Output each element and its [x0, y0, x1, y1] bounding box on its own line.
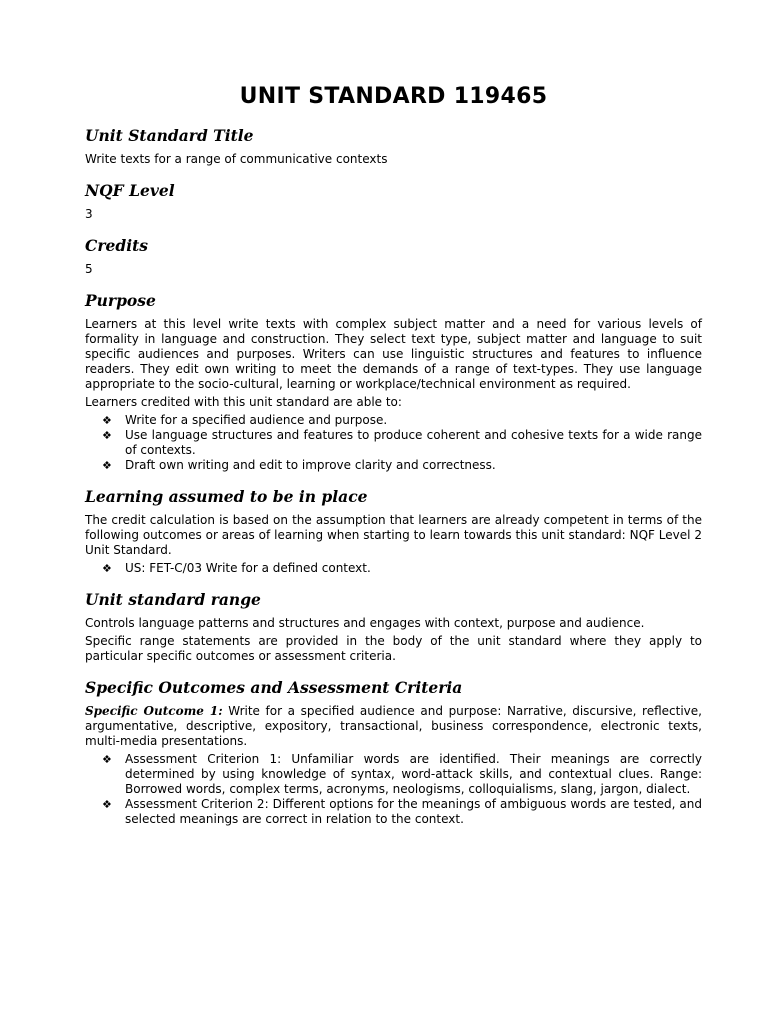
learning-bullet-list [85, 561, 702, 576]
section-heading: Unit Standard Title [85, 126, 254, 145]
range-paragraph: Controls language patterns and structures and engages with context, purpose and audience. [85, 616, 645, 630]
purpose-intro: Learners credited with this unit standard are able to: [85, 395, 402, 409]
section-purpose [85, 291, 702, 473]
section-unit-standard-range [85, 590, 702, 664]
list-item [85, 797, 702, 827]
diamond-bullet-icon: ❖ [102, 562, 112, 575]
section-nqf-level [85, 181, 702, 222]
list-item-text: US: FET-C/03 Write for a defined context. [125, 561, 371, 575]
assessment-criteria-list [85, 752, 702, 827]
list-item-text: Assessment Criterion 1: Unfamiliar words are identified. Their meanings are correctly determined by using knowledge of syntax, word-attack skills, and contextual clues. Range: Borrowed words, complex terms, acronyms, neologisms, colloquialisms, slang, jargon, dialect. [125, 752, 702, 796]
list-item-text: Write for a specified audience and purpose. [125, 413, 388, 427]
specific-outcome-text: Write for a specified audience and purpose: Narrative, discursive, reflective, argumentative, descriptive, expository, transactional, business correspondence, electronic texts, multi-media presentations. [85, 704, 702, 748]
unit-standard-title-text: Write texts for a range of communicative contexts [85, 152, 388, 166]
list-item-text: Use language structures and features to produce coherent and cohesive texts for a wide range of contexts. [125, 428, 702, 457]
diamond-bullet-icon: ❖ [102, 753, 112, 766]
section-credits [85, 236, 702, 277]
diamond-bullet-icon: ❖ [102, 414, 112, 427]
section-heading: Learning assumed to be in place [85, 487, 368, 506]
list-item [85, 458, 702, 473]
section-heading: Credits [85, 236, 148, 255]
learning-paragraph: The credit calculation is based on the assumption that learners are already competent in terms of the following outcomes or areas of learning when starting to learn towards this unit standard: NQF Level 2 Unit Standard. [85, 513, 702, 557]
list-item-text: Assessment Criterion 2: Different options for the meanings of ambiguous words are tested, and selected meanings are correct in relation to the context. [125, 797, 702, 826]
list-item [85, 413, 702, 428]
diamond-bullet-icon: ❖ [102, 798, 112, 811]
section-specific-outcomes [85, 678, 702, 827]
list-item [85, 428, 702, 458]
section-heading: Purpose [85, 291, 156, 310]
purpose-bullet-list [85, 413, 702, 473]
nqf-level-value: 3 [85, 207, 93, 221]
section-heading: Specific Outcomes and Assessment Criteria [85, 678, 463, 697]
range-paragraph: Specific range statements are provided in the body of the unit standard where they apply to particular specific outcomes or assessment criteria. [85, 634, 702, 663]
diamond-bullet-icon: ❖ [102, 459, 112, 472]
specific-outcome-paragraph [85, 704, 702, 749]
diamond-bullet-icon: ❖ [102, 429, 112, 442]
credits-value: 5 [85, 262, 93, 276]
section-unit-standard-title [85, 126, 702, 167]
specific-outcome-label: Specific Outcome 1: [85, 704, 223, 718]
purpose-paragraph: Learners at this level write texts with complex subject matter and a need for various levels of formality in language and construction. They select text type, subject matter and language to suit specific audiences and purposes. Writers can use linguistic structures and features to influence readers. They edit own writing to meet the demands of a range of text-types. They use language appropriate to the socio-cultural, learning or workplace/technical environment as required. [85, 317, 702, 391]
list-item [85, 561, 702, 576]
document-page [85, 82, 702, 841]
list-item-text: Draft own writing and edit to improve clarity and correctness. [125, 458, 496, 472]
document-title: UNIT STANDARD 119465 [239, 84, 548, 109]
section-learning-assumed [85, 487, 702, 576]
section-heading: Unit standard range [85, 590, 261, 609]
section-heading: NQF Level [85, 181, 175, 200]
list-item [85, 752, 702, 797]
